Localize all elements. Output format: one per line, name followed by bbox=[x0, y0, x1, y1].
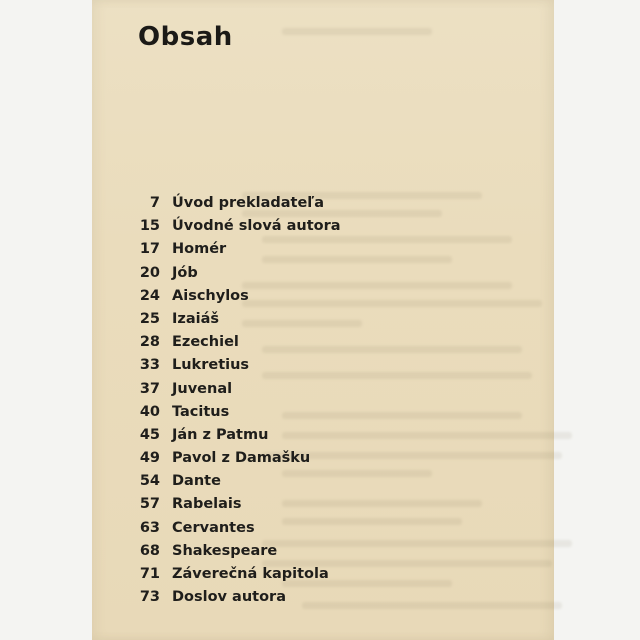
toc-entry bbox=[120, 586, 341, 609]
toc-title: Shakespeare bbox=[172, 542, 278, 559]
toc-title: Lukretius bbox=[172, 357, 250, 374]
toc-entry bbox=[120, 540, 341, 563]
toc-title: Jób bbox=[172, 264, 198, 281]
toc-title: Úvodné slová autora bbox=[172, 218, 341, 235]
toc-page-number: 17 bbox=[139, 241, 160, 258]
toc-entry bbox=[120, 517, 341, 540]
toc-entry bbox=[120, 192, 341, 215]
toc-page-number: 28 bbox=[139, 334, 160, 351]
toc-entry bbox=[120, 331, 341, 354]
toc-entry bbox=[120, 354, 341, 377]
toc-title: Izaiáš bbox=[172, 310, 220, 327]
toc-title: Ezechiel bbox=[172, 334, 239, 351]
toc-page-number: 40 bbox=[139, 403, 160, 420]
toc-entry bbox=[120, 447, 341, 470]
toc-page-number: 49 bbox=[139, 450, 160, 467]
toc-title: Aischylos bbox=[172, 287, 249, 304]
toc-entry bbox=[120, 470, 341, 493]
toc-title: Tacitus bbox=[172, 403, 230, 420]
toc-page-number: 68 bbox=[139, 542, 160, 559]
toc-entry bbox=[120, 424, 341, 447]
toc-title: Ján z Patmu bbox=[172, 426, 269, 443]
toc-page-number: 15 bbox=[139, 218, 160, 235]
toc-page-number: 63 bbox=[139, 519, 160, 536]
toc-title: Cervantes bbox=[172, 519, 255, 536]
toc-title: Úvod prekladateľa bbox=[172, 195, 325, 211]
toc-page-number: 45 bbox=[139, 426, 160, 443]
toc-page-number: 20 bbox=[139, 264, 160, 281]
toc-entry bbox=[120, 378, 341, 401]
table-of-contents bbox=[120, 192, 341, 609]
toc-page-number: 37 bbox=[139, 380, 160, 397]
toc-page-number: 73 bbox=[139, 589, 160, 606]
toc-title: Záverečná kapitola bbox=[172, 566, 329, 582]
toc-entry bbox=[120, 493, 341, 516]
page-title: Obsah bbox=[138, 22, 233, 52]
toc-page-number: 33 bbox=[139, 357, 160, 374]
toc-entry bbox=[120, 215, 341, 238]
toc-title: Rabelais bbox=[172, 496, 242, 513]
toc-title: Dante bbox=[172, 473, 221, 490]
toc-entry bbox=[120, 401, 341, 424]
toc-page-number: 25 bbox=[139, 310, 160, 327]
toc-page-number: 54 bbox=[139, 473, 160, 490]
toc-entry bbox=[120, 308, 341, 331]
toc-title: Homér bbox=[172, 241, 227, 258]
toc-page-number: 71 bbox=[139, 566, 160, 582]
toc-entry bbox=[120, 285, 341, 308]
toc-page-number: 24 bbox=[139, 287, 160, 304]
toc-title: Doslov autora bbox=[172, 589, 286, 606]
toc-entry bbox=[120, 238, 341, 261]
toc-page-number: 7 bbox=[149, 195, 160, 211]
toc-title: Juvenal bbox=[172, 380, 233, 397]
toc-entry bbox=[120, 262, 341, 285]
toc-entry bbox=[120, 563, 341, 586]
toc-title: Pavol z Damašku bbox=[172, 450, 311, 467]
toc-page-number: 57 bbox=[139, 496, 160, 513]
